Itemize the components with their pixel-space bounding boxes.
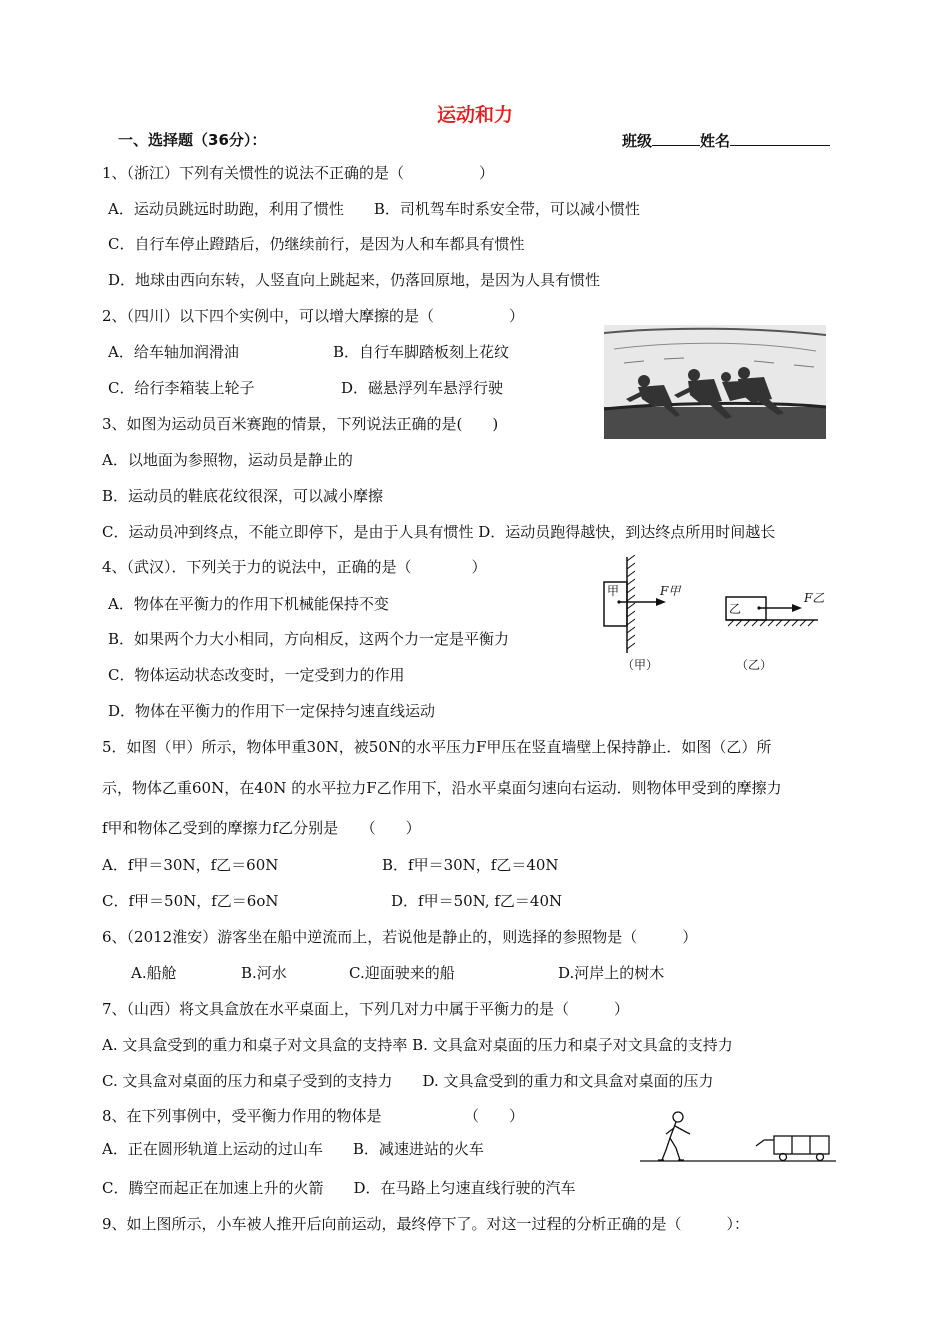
q1-option-c: C．自行车停止蹬踏后，仍继续前行，是因为人和车都具有惯性 <box>108 235 525 253</box>
question-3: 3、如图为运动员百米赛跑的情景，下列说法正确的是( ) <box>102 415 499 433</box>
section-heading: 一、选择题（36分）： <box>118 131 267 149</box>
f-yi-label: F乙 <box>804 591 825 605</box>
q3-options-cd: C．运动员冲到终点，不能立即停下，是由于人具有惯性 D．运动员跑得越快，到达终点所用时间越长 <box>102 523 776 541</box>
cart-push-illustration <box>640 1110 836 1166</box>
table-hatching <box>728 620 814 626</box>
q5-option-c: C．f甲＝50N，f乙＝6oN <box>102 892 279 910</box>
q3-option-a: A．以地面为参照物，运动员是静止的 <box>102 451 353 469</box>
q6-option-b: B.河水 <box>241 964 287 982</box>
question-4: 4、（武汉）．下列关于力的说法中，正确的是（ ） <box>102 558 487 576</box>
q7-options-cd: C. 文具盒对桌面的压力和桌子受到的支持力 D. 文具盒受到的重力和文具盒对桌面的压力 <box>102 1072 714 1090</box>
q8-options-ab: A．正在圆形轨道上运动的过山车 B．减速进站的火车 <box>102 1140 484 1158</box>
page-title: 运动和力 <box>436 104 513 126</box>
q8-options-cd: C．腾空而起正在加速上升的火箭 D．在马路上匀速直线行驶的汽车 <box>102 1179 576 1197</box>
question-5-line-1: 5．如图（甲）所示，物体甲重30N，被50N的水平压力F甲压在竖直墙壁上保持静止．如图（乙）所 <box>102 738 772 756</box>
q1-options-ab: A．运动员跳远时助跑，利用了惯性 B．司机驾车时系安全带，可以减小惯性 <box>108 200 640 218</box>
cart <box>756 1136 829 1161</box>
q4-option-d: D．物体在平衡力的作用下一定保持匀速直线运动 <box>108 702 436 720</box>
question-5-line-3: f甲和物体乙受到的摩擦力f乙分别是 （ ） <box>102 819 421 837</box>
caption-yi: （乙） <box>736 658 773 672</box>
class-blank <box>652 130 700 146</box>
question-2: 2、（四川）以下四个实例中，可以增大摩擦的是（ ） <box>102 307 525 325</box>
name-blank <box>730 130 830 146</box>
q2-option-a: A．给车轴加润滑油 <box>108 343 239 361</box>
question-6: 6、（2012淮安）游客坐在船中逆流而上，若说他是静止的，则选择的参照物是（ ） <box>102 928 698 946</box>
question-1: 1、（浙江）下列有关惯性的说法不正确的是（ ） <box>102 164 495 182</box>
question-7: 7、（山西）将文具盒放在水平桌面上，下列几对力中属于平衡力的是（ ） <box>102 1000 630 1018</box>
person-figure <box>658 1112 690 1160</box>
q3-option-b: B．运动员的鞋底花纹很深，可以减小摩擦 <box>102 487 384 505</box>
student-info <box>622 130 830 151</box>
q6-option-d: D.河岸上的树木 <box>558 964 665 982</box>
jia-label: 甲 <box>607 584 620 598</box>
caption-jia: （甲） <box>622 658 659 672</box>
question-9: 9、如上图所示，小车被人推开后向前运动，最终停下了。对这一过程的分析正确的是（ ）： <box>102 1215 750 1233</box>
yi-label: 乙 <box>729 602 742 616</box>
name-label: 姓名 <box>700 132 731 150</box>
q2-option-c: C．给行李箱装上轮子 <box>108 379 255 397</box>
q2-option-d: D．磁悬浮列车悬浮行驶 <box>341 379 504 397</box>
sprinters-illustration <box>604 325 826 439</box>
q4-option-a: A．物体在平衡力的作用下机械能保持不变 <box>108 595 389 613</box>
q4-option-c: C．物体运动状态改变时，一定受到力的作用 <box>108 666 405 684</box>
q6-option-a: A.船舱 <box>131 964 177 982</box>
q2-option-b: B．自行车脚踏板刻上花纹 <box>333 343 510 361</box>
question-5-line-2: 示，物体乙重60N，在40N 的水平拉力F乙作用下，沿水平桌面匀速向右运动．则物体甲受到的摩擦力 <box>102 779 782 797</box>
q5-option-a: A．f甲＝30N，f乙＝60N <box>102 856 279 874</box>
q6-option-c: C.迎面驶来的船 <box>349 964 455 982</box>
f-jia-label: F甲 <box>660 584 681 598</box>
q5-option-b: B．f甲＝30N，f乙＝40N <box>382 856 559 874</box>
q4-option-b: B．如果两个力大小相同，方向相反，这两个力一定是平衡力 <box>108 630 510 648</box>
q1-option-d: D．地球由西向东转，人竖直向上跳起来，仍落回原地，是因为人具有惯性 <box>108 271 601 289</box>
question-8: 8、在下列事例中，受平衡力作用的物体是 （ ） <box>102 1107 525 1125</box>
class-label: 班级 <box>622 132 653 150</box>
q5-option-d: D．f甲＝50N, f乙＝40N <box>391 892 563 910</box>
q7-options-ab: A. 文具盒受到的重力和桌子对文具盒的支持率 B. 文具盒对桌面的压力和桌子对文具盒的支持力 <box>102 1036 733 1054</box>
force-diagram <box>598 555 838 677</box>
